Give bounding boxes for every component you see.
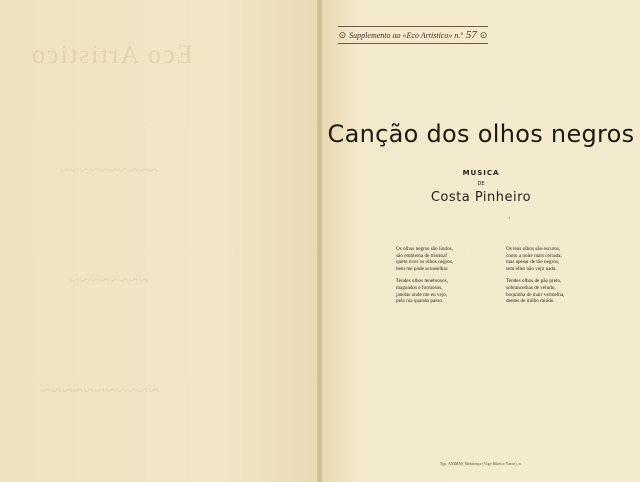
verse-line: sem elles não vejo nada. (506, 265, 557, 272)
verse-line: Tendes olhos de pão preto, (506, 278, 562, 285)
verse-line: magoados e formosos, (396, 284, 443, 291)
verse-line: como a noite mais cerrada; (506, 252, 562, 259)
verse-line: Os teus olhos são escuros, (506, 246, 561, 252)
supplement-number: 57 (465, 29, 477, 41)
verse-line: quem tiver os olhos negros, (396, 259, 454, 266)
verse-line: boquinha de marr vermelha, (506, 291, 565, 298)
verse-line: dentes de milho miúdo. (506, 298, 555, 305)
show-through-text: ~~~~~~~~~~ (60, 160, 158, 180)
printer-imprint: Typ. ANIMAS Mendonça (Vigo Ribeira Vasco), n. (439, 462, 523, 466)
verse-column-left (396, 246, 488, 311)
verse-line: janelas onde me eu vejo, (396, 291, 448, 298)
ornament-icon: ⊙ (479, 29, 488, 40)
supplement-header (338, 26, 488, 44)
verse-line: mas apesar de tão negros, (506, 259, 560, 266)
ornament-icon: ⊙ (338, 29, 347, 40)
supplement-text: Supplemento ao «Eco Artistico» n.º (349, 30, 463, 40)
verse-line: pela rua quando passo. (396, 298, 444, 305)
stanza (396, 246, 488, 272)
left-page (0, 0, 318, 482)
composer-name: Costa Pinheiro (430, 190, 532, 205)
verse-line: sobrancelhas de veludo, (506, 284, 556, 291)
song-title: Canção dos olhos negros (327, 120, 635, 148)
verse-line: Tendes olhos tenebrosos, (396, 278, 448, 285)
verse-line: bem me pode aconselhar. (396, 265, 449, 272)
verse-column-right (506, 246, 598, 311)
show-through-text: ~~~~~~~~ (70, 270, 148, 290)
stanza (396, 278, 488, 304)
show-through-text: Eco Artistico (30, 40, 193, 69)
separator-dot: · (508, 214, 511, 223)
verse-line: Os olhos negros são lindos, (396, 246, 453, 252)
stanza (506, 246, 598, 272)
show-through-text: ~~~~~~~~~~~ (40, 380, 160, 402)
music-label: MUSICA (462, 169, 500, 177)
stanza (506, 278, 598, 304)
right-page (322, 0, 640, 482)
verse-line: são emblema de tristeza! (396, 252, 448, 259)
by-label: DE (477, 181, 485, 187)
